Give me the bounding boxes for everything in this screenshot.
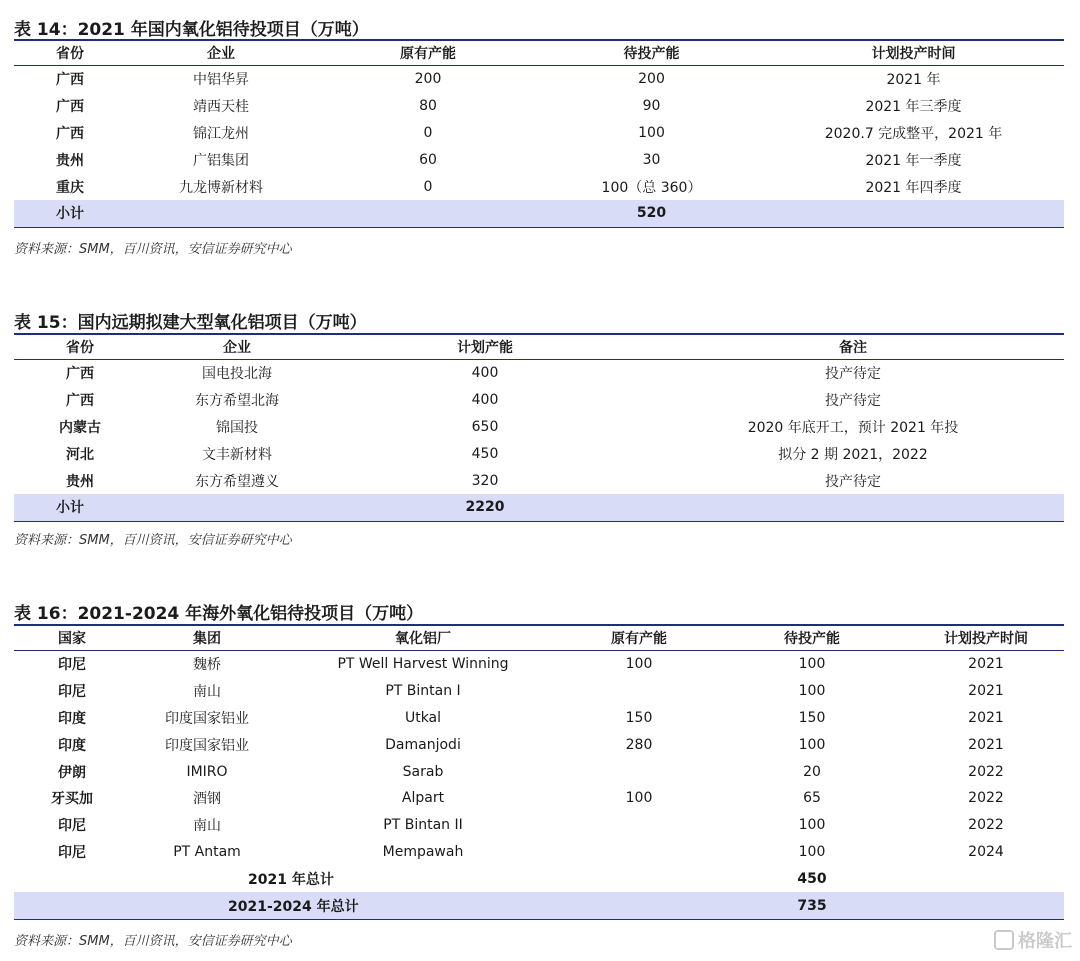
col-header: 计划产能 xyxy=(328,334,642,360)
table-row xyxy=(14,467,1064,494)
cell: 印度 xyxy=(58,710,86,727)
cell: 广西 xyxy=(66,366,94,383)
cell: 拟分 2 期 2021，2022 xyxy=(778,446,928,463)
table-row xyxy=(14,705,1064,732)
cell: 450 xyxy=(471,445,499,462)
col-header: 计划投产时间 xyxy=(908,625,1064,651)
cell: 印尼 xyxy=(58,844,86,861)
cell: 印度 xyxy=(58,737,86,754)
cell: 印度国家铝业 xyxy=(165,710,249,727)
table14 xyxy=(14,39,1064,228)
cell: 100 xyxy=(798,683,826,700)
cell: 65 xyxy=(803,790,821,807)
cell: 印尼 xyxy=(58,684,86,701)
watermark-logo-icon xyxy=(994,930,1014,950)
table16-title: 表 16：2021-2024 年海外氧化铝待投项目（万吨） xyxy=(14,604,424,624)
table14-title: 表 14：2021 年国内氧化铝待投项目（万吨） xyxy=(14,20,369,40)
table-row xyxy=(14,651,1064,678)
cell: 东方希望遵义 xyxy=(195,473,279,490)
table-row xyxy=(14,173,1064,200)
cell: 贵州 xyxy=(56,152,84,169)
subtotal-value: 520 xyxy=(540,200,763,227)
total-all-row xyxy=(14,892,1064,919)
col-header: 待投产能 xyxy=(540,40,763,66)
cell: Alpart xyxy=(401,790,445,807)
table15 xyxy=(14,333,1064,522)
cell xyxy=(562,758,716,785)
subtotal-row xyxy=(14,494,1064,521)
cell: PT Bintan II xyxy=(383,817,463,834)
cell: 20 xyxy=(803,763,821,780)
table-row xyxy=(14,812,1064,839)
cell: 内蒙古 xyxy=(59,419,101,436)
cell: 650 xyxy=(471,418,499,435)
cell: 锦江龙州 xyxy=(193,125,249,142)
table15-header-row xyxy=(14,334,1064,360)
cell: 400 xyxy=(471,365,499,382)
cell: 280 xyxy=(625,736,653,753)
cell: 2021 年四季度 xyxy=(865,179,962,196)
col-header: 原有产能 xyxy=(316,40,540,66)
cell: 锦国投 xyxy=(216,419,258,436)
table-row xyxy=(14,360,1064,387)
col-header: 氧化铝厂 xyxy=(284,625,562,651)
cell: 伊朗 xyxy=(58,764,86,781)
table16-header-row xyxy=(14,625,1064,651)
table16-source: 资料来源：SMM，百川资讯，安信证券研究中心 xyxy=(14,934,292,949)
watermark xyxy=(994,927,1072,953)
total-2021-value: 450 xyxy=(797,870,827,887)
cell xyxy=(763,200,1064,227)
cell: 印尼 xyxy=(58,818,86,835)
cell: PT Antam xyxy=(173,843,241,860)
col-header: 省份 xyxy=(14,40,126,66)
cell: 2020 年底开工，预计 2021 年投 xyxy=(747,419,959,436)
cell: 100 xyxy=(638,124,665,141)
cell: 南山 xyxy=(193,684,221,701)
cell xyxy=(642,494,1064,521)
cell: 100 xyxy=(798,817,826,834)
cell xyxy=(562,839,716,866)
cell: 200 xyxy=(638,71,665,88)
watermark-text: 格隆汇 xyxy=(1018,931,1072,952)
cell: 100（总 360） xyxy=(601,179,702,196)
cell: 投产待定 xyxy=(825,393,881,410)
total-all-label: 2021-2024 年总计 xyxy=(14,892,716,919)
table-row xyxy=(14,731,1064,758)
subtotal-row xyxy=(14,200,1064,227)
cell: 2020.7 完成整平，2021 年 xyxy=(824,125,1003,142)
table15-title: 表 15：国内远期拟建大型氧化铝项目（万吨） xyxy=(14,313,367,333)
table-row xyxy=(14,678,1064,705)
total-2021-row xyxy=(14,865,1064,892)
cell: 400 xyxy=(471,392,499,409)
cell: 2022 xyxy=(968,763,1004,780)
subtotal-label: 小计 xyxy=(14,494,328,521)
cell: Utkal xyxy=(404,709,442,726)
table-row xyxy=(14,120,1064,147)
table-row xyxy=(14,839,1064,866)
table-row xyxy=(14,758,1064,785)
cell: 广西 xyxy=(56,125,84,142)
cell: 30 xyxy=(642,151,661,168)
cell: IMIRO xyxy=(186,763,228,780)
cell: 2021 xyxy=(968,709,1004,726)
col-header: 国家 xyxy=(14,625,130,651)
cell: 贵州 xyxy=(66,473,94,490)
cell: 2021 xyxy=(968,656,1004,673)
subtotal-value: 2220 xyxy=(328,494,642,521)
table14-header-row xyxy=(14,40,1064,66)
table-row xyxy=(14,440,1064,467)
col-header: 备注 xyxy=(642,334,1064,360)
cell xyxy=(562,812,716,839)
cell: 重庆 xyxy=(56,179,84,196)
cell: 文丰新材料 xyxy=(202,446,272,463)
cell: 2021 xyxy=(968,736,1004,753)
cell: Damanjodi xyxy=(385,736,461,753)
subtotal-label: 小计 xyxy=(14,200,540,227)
cell: 100 xyxy=(625,790,653,807)
cell: 投产待定 xyxy=(825,473,881,490)
cell xyxy=(908,865,1064,892)
cell: 100 xyxy=(798,843,826,860)
cell: 印尼 xyxy=(58,657,86,674)
cell: 0 xyxy=(423,178,433,195)
table-row xyxy=(14,387,1064,414)
cell: PT Bintan I xyxy=(385,683,461,700)
cell: Sarab xyxy=(402,763,444,780)
cell: 九龙博新材料 xyxy=(179,179,263,196)
cell: 2024 xyxy=(968,843,1004,860)
col-header: 集团 xyxy=(130,625,284,651)
cell: 150 xyxy=(798,709,826,726)
table16 xyxy=(14,624,1064,920)
cell: 2022 xyxy=(968,817,1004,834)
cell: 90 xyxy=(642,98,661,115)
cell: 2022 xyxy=(968,790,1004,807)
cell: PT Well Harvest Winning xyxy=(337,656,509,673)
cell: 320 xyxy=(471,472,499,489)
col-header: 待投产能 xyxy=(716,625,908,651)
cell: 广西 xyxy=(56,99,84,116)
cell: 2021 年 xyxy=(886,72,941,89)
cell: 80 xyxy=(419,98,437,115)
table-row xyxy=(14,414,1064,441)
cell: 东方希望北海 xyxy=(195,393,279,410)
cell: 2021 年一季度 xyxy=(865,152,962,169)
cell: 广西 xyxy=(56,72,84,89)
table-row xyxy=(14,66,1064,93)
cell: 100 xyxy=(798,656,826,673)
cell: 0 xyxy=(423,124,433,141)
cell: 中铝华昇 xyxy=(193,72,249,89)
cell: 牙买加 xyxy=(51,791,93,808)
cell xyxy=(908,892,1064,919)
cell: 靖西天桂 xyxy=(193,99,249,116)
cell: 酒钢 xyxy=(193,791,221,808)
col-header: 省份 xyxy=(14,334,146,360)
cell: Mempawah xyxy=(382,843,464,860)
cell: 2021 xyxy=(968,683,1004,700)
cell xyxy=(562,678,716,705)
cell: 南山 xyxy=(193,818,221,835)
cell: 河北 xyxy=(66,446,94,463)
table14-source: 资料来源：SMM，百川资讯，安信证券研究中心 xyxy=(14,242,292,257)
cell: 国电投北海 xyxy=(202,366,272,383)
cell: 100 xyxy=(798,736,826,753)
cell: 2021 年三季度 xyxy=(865,99,962,116)
cell: 150 xyxy=(625,709,653,726)
table-row xyxy=(14,785,1064,812)
col-header: 计划投产时间 xyxy=(763,40,1064,66)
cell: 200 xyxy=(414,71,442,88)
total-2021-label: 2021 年总计 xyxy=(248,871,334,888)
cell: 印度国家铝业 xyxy=(165,737,249,754)
col-header: 企业 xyxy=(146,334,328,360)
cell: 60 xyxy=(419,151,437,168)
cell: 魏桥 xyxy=(193,657,221,674)
col-header: 原有产能 xyxy=(562,625,716,651)
col-header: 企业 xyxy=(126,40,316,66)
cell: 100 xyxy=(625,656,653,673)
cell: 广西 xyxy=(66,393,94,410)
cell: 广铝集团 xyxy=(193,152,249,169)
cell: 投产待定 xyxy=(825,366,881,383)
table15-source: 资料来源：SMM，百川资讯，安信证券研究中心 xyxy=(14,533,292,548)
table-row xyxy=(14,146,1064,173)
total-all-value: 735 xyxy=(716,892,908,919)
table-row xyxy=(14,93,1064,120)
